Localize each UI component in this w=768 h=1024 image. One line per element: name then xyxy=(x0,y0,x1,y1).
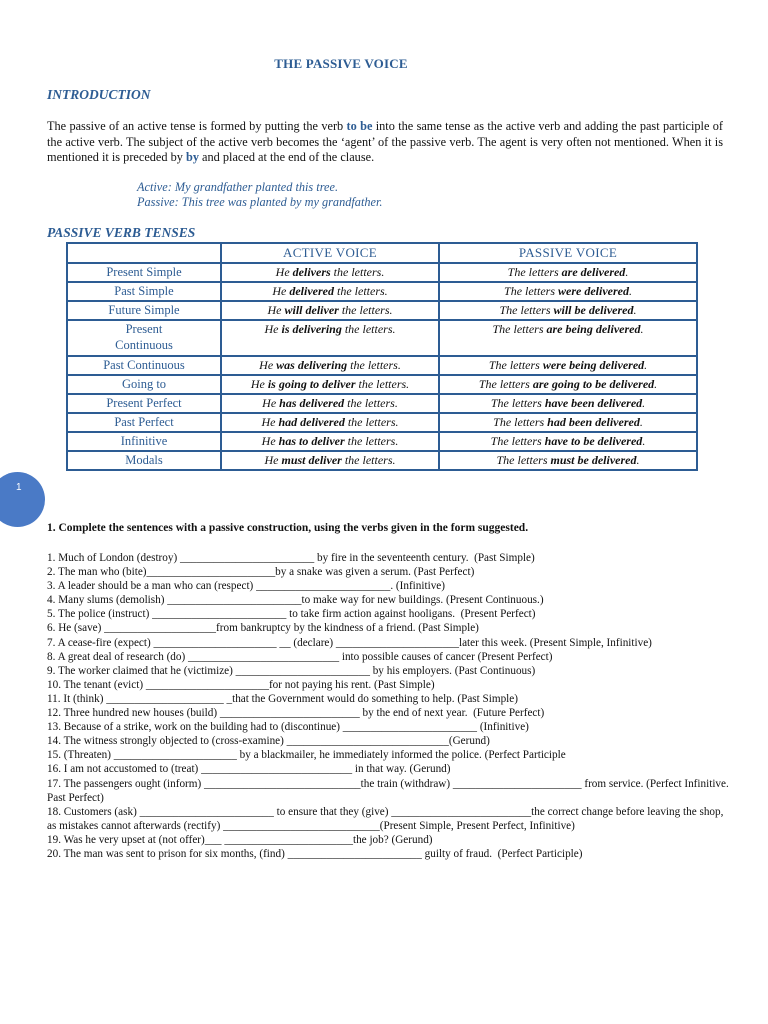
active-verb: has to deliver xyxy=(278,434,345,448)
passive-text: The letters xyxy=(488,358,543,372)
passive-text: The letters xyxy=(496,453,551,467)
active-voice-example xyxy=(222,283,440,300)
active-text: He xyxy=(264,322,282,336)
active-text: He xyxy=(264,453,282,467)
active-voice-example xyxy=(222,376,440,393)
exercise-item: 12. Three hundred new houses (build) _________________________ by the end of next year. (Future Perfect) xyxy=(47,707,545,720)
table-header-row xyxy=(68,244,696,262)
exercise-item: 18. Customers (ask) ________________________ to ensure that they (give) _________________________the correct change before leaving the shop, as mistakes cannot afterwards (rectify) ____________________________(Present Simple, Present Perfect, Infinitive) xyxy=(47,805,727,832)
passive-voice-example xyxy=(440,264,696,281)
active-text: the letters. xyxy=(344,396,398,410)
active-voice-example xyxy=(222,302,440,319)
active-verb: has delivered xyxy=(279,396,345,410)
tense-name: Infinitive xyxy=(68,433,222,450)
active-text: the letters. xyxy=(344,434,399,448)
passive-verb: have to be delivered xyxy=(544,434,643,448)
passive-text: The letters xyxy=(507,265,562,279)
active-voice-example xyxy=(222,395,440,412)
passive-verb: had been delivered xyxy=(547,415,640,429)
exercise-item: 11. It (think) _____________________ _that the Government would do something to help. (Past Simple) xyxy=(47,692,518,705)
example-passive: Passive: This tree was planted by my grandfather. xyxy=(137,195,383,209)
exercise-item: 14. The witness strongly objected to (cross-examine) _____________________________(Gerund) xyxy=(47,735,490,748)
passive-text: The letters xyxy=(493,415,548,429)
exercise-item: 9. The worker claimed that he (victimize) ________________________ by his employers. (Past Continuous) xyxy=(47,664,536,677)
exercise-item: 10. The tenant (evict) ______________________for not paying his rent. (Past Simple) xyxy=(47,678,435,691)
intro-text-2: into the same tense as the active verb and adding the past participle of the active verb. The subject of the active verb becomes the ‘agent’ of the passive verb. The agent is very often not mentioned. When it is mentioned it is preceded by xyxy=(47,119,723,164)
active-verb: is going to deliver xyxy=(267,377,356,391)
active-text: the letters. xyxy=(355,377,410,391)
active-verb: must deliver xyxy=(281,453,342,467)
tense-name: Going to xyxy=(68,376,222,393)
passive-text: The letters xyxy=(490,434,545,448)
header-passive-voice: PASSIVE VOICE xyxy=(518,245,618,260)
table-row xyxy=(68,431,696,450)
active-verb: is delivering xyxy=(281,322,342,336)
exercise-item: 4. Many slums (demolish) ________________________to make way for new buildings. (Present Continuous.) xyxy=(47,594,544,607)
active-text: the letters. xyxy=(330,265,385,279)
table-row xyxy=(68,355,696,374)
passive-text: The letters xyxy=(504,284,559,298)
active-text: the letters. xyxy=(344,415,399,429)
passive-text: The letters xyxy=(492,322,547,336)
exercise-item: 13. Because of a strike, work on the building had to (discontinue) ________________________ (Infinitive) xyxy=(47,721,529,734)
page-title: THE PASSIVE VOICE xyxy=(274,56,408,71)
tense-name: Past Perfect xyxy=(68,414,222,431)
passive-verb-tenses-heading: PASSIVE VERB TENSES xyxy=(47,225,196,240)
exercise-item: 3. A leader should be a man who can (respect) ________________________. (Infinitive) xyxy=(47,580,445,593)
exercise-item: 1. Much of London (destroy) ________________________ by fire in the seventeenth century. (Past Simple) xyxy=(47,552,535,564)
active-text: He xyxy=(261,415,279,429)
exercise-instruction: 1. Complete the sentences with a passive construction, using the verbs given in the form suggested. xyxy=(47,522,529,534)
exercise-item: 20. The man was sent to prison for six months, (find) ________________________ guilty of fraud. (Perfect Participle) xyxy=(47,847,583,860)
tense-name: Past Continuous xyxy=(68,357,222,374)
exercise-item: 19. Was he very upset at (not offer)___ _______________________the job? (Gerund) xyxy=(47,833,433,846)
active-voice-example xyxy=(222,433,440,450)
passive-text: The letters xyxy=(499,303,554,317)
passive-text: The letters xyxy=(490,396,545,410)
introduction-paragraph xyxy=(47,119,723,166)
active-text: He xyxy=(267,303,285,317)
active-text: He xyxy=(275,265,293,279)
page-number: 1 xyxy=(16,482,22,493)
exercise-item: 7. A cease-fire (expect) ______________________ __ (declare) ______________________later this week. (Present Simple, Infinitive) xyxy=(47,636,652,649)
tense-name: Future Simple xyxy=(68,302,222,319)
passive-verb: will be delivered xyxy=(553,303,634,317)
header-active-voice: ACTIVE VOICE xyxy=(222,244,440,262)
table-row xyxy=(68,450,696,469)
active-verb: delivers xyxy=(292,265,331,279)
exercise-item: 17. The passengers ought (inform) ____________________________the train (withdraw) _______________________ from service. (Perfect Infinitive. Past Perfect) xyxy=(47,777,732,804)
passive-voice-example xyxy=(440,321,696,355)
passive-verb: are delivered xyxy=(561,265,626,279)
active-text: He xyxy=(259,358,277,372)
passive-text: . xyxy=(644,358,648,372)
header-empty-cell xyxy=(68,244,222,262)
active-voice-example xyxy=(222,414,440,431)
passive-text: . xyxy=(642,434,646,448)
active-voice-example xyxy=(222,321,440,355)
passive-text: . xyxy=(654,377,658,391)
intro-text-3: and placed at the end of the clause. xyxy=(198,150,375,164)
active-text: He xyxy=(262,396,280,410)
table-row xyxy=(68,300,696,319)
active-text: the letters. xyxy=(347,358,401,372)
passive-text: . xyxy=(640,322,644,336)
passive-text: The letters xyxy=(478,377,533,391)
keyword-by: by xyxy=(185,150,199,164)
exercise-item: 2. The man who (bite)_______________________by a snake was given a serum. (Past Perfect) xyxy=(47,566,475,579)
active-voice-example xyxy=(222,452,440,469)
tense-table xyxy=(66,242,698,471)
active-text: the letters. xyxy=(338,303,393,317)
table-row xyxy=(68,412,696,431)
active-voice-example xyxy=(222,357,440,374)
active-verb: will deliver xyxy=(284,303,339,317)
tense-name: Modals xyxy=(68,452,222,469)
tense-name: Present Continuous xyxy=(68,321,222,355)
table-row xyxy=(68,319,696,355)
passive-verb: were being delivered xyxy=(542,358,645,372)
keyword-to-be: to be xyxy=(346,119,373,133)
active-text: He xyxy=(272,284,290,298)
passive-voice-example xyxy=(440,376,696,393)
tense-name: Past Simple xyxy=(68,283,222,300)
active-text: He xyxy=(261,434,279,448)
passive-verb: have been delivered xyxy=(544,396,643,410)
page-number-badge xyxy=(0,472,45,527)
active-voice-example xyxy=(222,264,440,281)
passive-text: . xyxy=(642,396,646,410)
introduction-heading: INTRODUCTION xyxy=(47,87,151,102)
tense-name: Present Simple xyxy=(68,264,222,281)
active-verb: delivered xyxy=(289,284,334,298)
tense-name: Present Perfect xyxy=(68,395,222,412)
passive-voice-example xyxy=(440,357,696,374)
exercise-list xyxy=(47,551,732,861)
passive-verb: are going to be delivered xyxy=(532,377,655,391)
exercise-item: 16. I am not accustomed to (treat) ___________________________ in that way. (Gerund) xyxy=(47,763,451,776)
exercise-item: 5. The police (instruct) ________________________ to take firm action against hooligans. (Present Perfect) xyxy=(47,608,536,621)
active-text: the letters. xyxy=(341,322,396,336)
passive-text: . xyxy=(633,303,637,317)
passive-verb: are being delivered xyxy=(546,322,641,336)
exercise-item: 15. (Threaten) ______________________ by a blackmailer, he immediately informed the police. (Perfect Participle xyxy=(47,749,566,762)
passive-voice-example xyxy=(440,395,696,412)
passive-voice-example xyxy=(440,452,696,469)
exercise-item: 8. A great deal of research (do) ___________________________ into possible causes of cancer (Present Perfect) xyxy=(47,650,553,663)
passive-verb: must be delivered xyxy=(550,453,637,467)
passive-voice-example xyxy=(440,433,696,450)
active-text: the letters. xyxy=(334,284,388,298)
passive-text: . xyxy=(639,415,643,429)
table-row xyxy=(68,281,696,300)
passive-verb: were delivered xyxy=(558,284,629,298)
passive-voice-example xyxy=(440,414,696,431)
table-row xyxy=(68,393,696,412)
active-verb: was delivering xyxy=(276,358,348,372)
passive-text: . xyxy=(628,284,632,298)
active-text: He xyxy=(250,377,268,391)
active-verb: had delivered xyxy=(278,415,345,429)
table-row xyxy=(68,262,696,281)
passive-text: . xyxy=(636,453,640,467)
intro-text-1: The passive of an active tense is formed by putting the verb xyxy=(47,119,347,133)
passive-text: . xyxy=(625,265,629,279)
active-text: the letters. xyxy=(341,453,396,467)
exercise-item: 6. He (save) ____________________from bankruptcy by the kindness of a friend. (Past Simple) xyxy=(47,622,479,635)
example-active: Active: My grandfather planted this tree. xyxy=(137,180,339,194)
table-row xyxy=(68,374,696,393)
passive-voice-example xyxy=(440,283,696,300)
passive-voice-example xyxy=(440,302,696,319)
